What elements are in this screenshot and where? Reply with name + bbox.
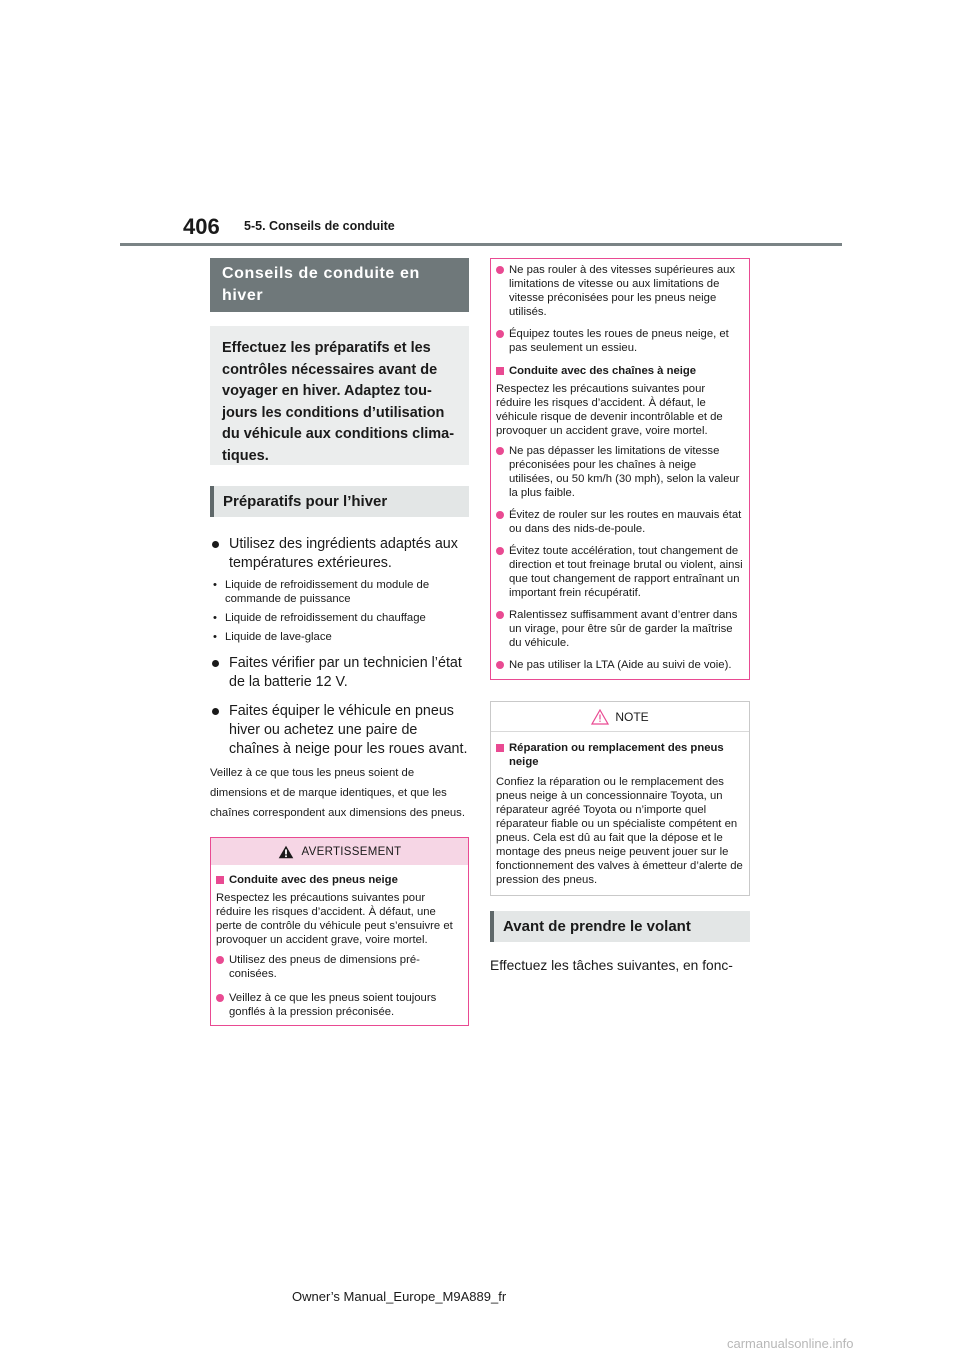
warning-bullet: Ralentissez suffisamment avant d’entrer dans un virage, pour être sûr de garder la maîtrise du véhicule. xyxy=(496,608,743,650)
bullet-battery: Faites vérifier par un technicien l’état de la batterie 12 V. xyxy=(210,654,469,692)
main-section-heading: Conseils de conduite en hiver xyxy=(210,258,469,312)
prep-heading: Préparatifs pour l’hiver xyxy=(210,486,469,517)
section-title: 5-5. Conseils de conduite xyxy=(244,219,395,233)
chains-subheading: Conduite avec des chaînes à neige xyxy=(496,364,743,378)
list-item: • Liquide de lave-glace xyxy=(210,630,469,644)
before-driving-line: Effectuez les tâches suivantes, en fonc- xyxy=(490,958,733,973)
warning-text: Respectez les précautions suivantes pour réduire les risques d’accident. À défaut, une perte de contrôle du véhicule peut s’ensuivre et provoquer un accident grave, voire mortel. xyxy=(216,892,453,946)
warning-icon xyxy=(278,845,294,859)
warning-subheading: Conduite avec des pneus neige xyxy=(216,873,462,887)
chains-text: Respectez les précautions suivantes pour réduire les risques d’accident. À défaut, le véhicule risque de devenir incontrôlable et de provoquer un accident grave, voire mortel. xyxy=(496,383,723,437)
intro-box: Effectuez les préparatifs et les contrôles nécessaires avant de voyager en hiver. Adaptez toujours les conditions d’utilisation du véhicule aux conditions climatiques. xyxy=(210,326,469,465)
warning-bullet: Veillez à ce que les pneus soient toujours gonflés à la pression préconisée. xyxy=(216,991,462,1019)
header-divider xyxy=(120,243,842,246)
note-body xyxy=(491,732,749,895)
watermark: carmanualsonline.info xyxy=(727,1336,854,1351)
list-item: • Liquide de refroidissement du module de commande de puissance xyxy=(210,578,469,606)
bullet-tires: Faites équiper le véhicule en pneus hiver ou achetez une paire de chaînes à neige pour les roues avant. xyxy=(210,702,469,759)
warning-title: AVERTISSEMENT xyxy=(301,845,402,858)
right-column xyxy=(490,258,750,975)
warning-bullet: Utilisez des pneus de dimensions préconisées. xyxy=(216,953,462,981)
warning-bullet: Ne pas rouler à des vitesses supérieures aux limitations de vitesse ou aux limitations de vitesse préconisées pour les pneus neige utilisés. xyxy=(496,263,743,319)
warning-bullet: Évitez toute accélération, tout changement de direction et tout freinage brutal ou violent, ainsi que tout changement de rapport entraînant un important frein récupératif. xyxy=(496,544,743,600)
page-number: 406 xyxy=(183,214,220,239)
warning-bullet: Ne pas dépasser les limitations de vitesse préconisées pour les chaînes à neige utilisées, ou 50 km/h (30 mph), selon la valeur la plus faible. xyxy=(496,444,743,500)
warning-bullet: Équipez toutes les roues de pneus neige, et pas seulement un essieu. xyxy=(496,327,743,355)
note-text: Confiez la réparation ou le remplacement des pneus neige à un concessionnaire Toyota, un réparateur agréé Toyota ou n’importe quel réparateur fiable ou un spécialiste compétent en pneus. Cela est dû au fait que la dépose et le montage des pneus neige peuvent jouer sur le fonctionnement des valves à émetteur d’alerte de pression des pneus. xyxy=(496,776,743,886)
before-driving-heading: Avant de prendre le volant xyxy=(490,911,750,942)
warning-header xyxy=(211,838,468,865)
list-item: • Liquide de refroidissement du chauffage xyxy=(210,611,469,625)
note-subheading: Réparation ou remplacement des pneus neige xyxy=(496,741,743,769)
warning-box-continued xyxy=(490,258,750,680)
note-header xyxy=(491,702,749,732)
tire-paragraph: Veillez à ce que tous les pneus soient de dimensions et de marque identiques, et que les chaînes correspondent aux dimensions des pneus. xyxy=(210,767,465,819)
bullet-ingredients: Utilisez des ingrédients adaptés aux températures extérieures. xyxy=(210,535,469,573)
warning-bullet: Évitez de rouler sur les routes en mauvais état ou dans des nids-de-poule. xyxy=(496,508,743,536)
note-title: NOTE xyxy=(615,709,649,724)
warning-bullet: Ne pas utiliser la LTA (Aide au suivi de voie). xyxy=(496,658,743,672)
warning-body xyxy=(211,865,468,1025)
before-driving-text xyxy=(490,956,750,975)
caution-icon xyxy=(591,709,609,725)
note-box xyxy=(490,701,750,896)
left-column xyxy=(210,258,469,1026)
fluid-list xyxy=(210,578,469,644)
warning-box xyxy=(210,837,469,1026)
footer-manual-id: Owner’s Manual_Europe_M9A889_fr xyxy=(292,1289,507,1304)
